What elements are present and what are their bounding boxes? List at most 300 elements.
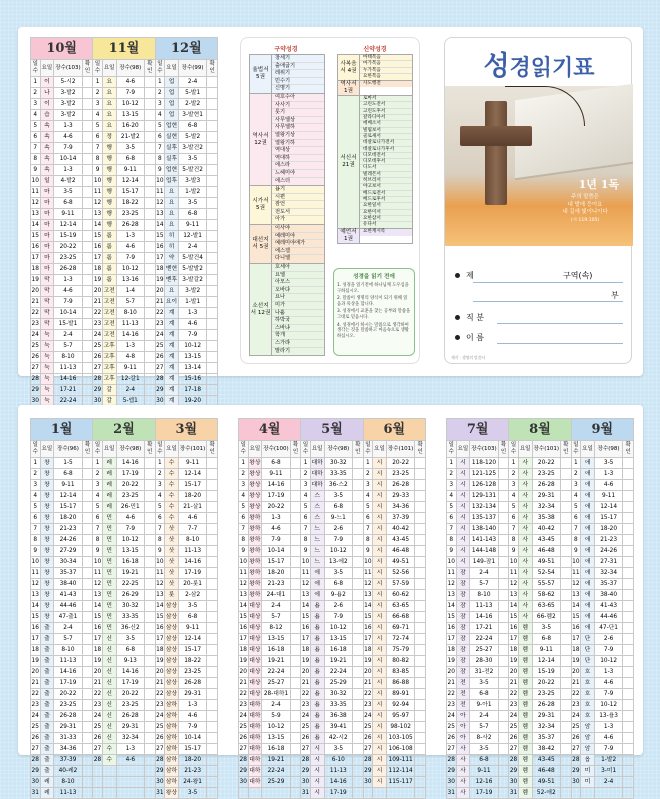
check-cell[interactable] xyxy=(82,590,93,601)
check-cell[interactable] xyxy=(82,176,93,187)
check-cell[interactable] xyxy=(145,363,156,374)
check-cell[interactable] xyxy=(82,656,93,667)
check-cell[interactable] xyxy=(145,590,156,601)
check-cell[interactable] xyxy=(145,132,156,143)
check-cell[interactable] xyxy=(415,645,426,656)
check-cell[interactable] xyxy=(415,700,426,711)
check-cell[interactable] xyxy=(82,667,93,678)
check-cell[interactable] xyxy=(145,502,156,513)
check-cell[interactable] xyxy=(207,469,218,480)
check-cell[interactable] xyxy=(623,491,634,502)
check-cell[interactable] xyxy=(415,502,426,513)
check-cell[interactable] xyxy=(498,722,509,733)
check-cell[interactable] xyxy=(353,557,364,568)
field-district[interactable]: 구역(속) xyxy=(563,271,593,280)
check-cell[interactable] xyxy=(145,275,156,286)
check-cell[interactable] xyxy=(82,121,93,132)
check-cell[interactable] xyxy=(561,458,572,469)
check-cell[interactable] xyxy=(82,546,93,557)
check-cell[interactable] xyxy=(623,590,634,601)
check-cell[interactable] xyxy=(498,568,509,579)
check-cell[interactable] xyxy=(353,645,364,656)
check-cell[interactable] xyxy=(623,568,634,579)
check-cell[interactable] xyxy=(415,634,426,645)
check-cell[interactable] xyxy=(82,689,93,700)
check-cell[interactable] xyxy=(415,623,426,634)
check-cell[interactable] xyxy=(498,513,509,524)
check-cell[interactable] xyxy=(207,788,218,799)
check-cell[interactable] xyxy=(623,480,634,491)
check-cell[interactable] xyxy=(415,579,426,590)
check-cell[interactable] xyxy=(82,154,93,165)
check-cell[interactable] xyxy=(290,645,301,656)
check-cell[interactable] xyxy=(561,645,572,656)
check-cell[interactable] xyxy=(82,744,93,755)
check-cell[interactable] xyxy=(353,502,364,513)
check-cell[interactable] xyxy=(561,777,572,788)
check-cell[interactable] xyxy=(145,634,156,645)
check-cell[interactable] xyxy=(290,667,301,678)
check-cell[interactable] xyxy=(290,722,301,733)
check-cell[interactable] xyxy=(290,733,301,744)
check-cell[interactable] xyxy=(82,242,93,253)
check-cell[interactable] xyxy=(353,755,364,766)
check-cell[interactable] xyxy=(561,766,572,777)
check-cell[interactable] xyxy=(498,667,509,678)
check-cell[interactable] xyxy=(290,700,301,711)
field-name[interactable]: 이 름 xyxy=(455,332,484,343)
check-cell[interactable] xyxy=(82,711,93,722)
check-cell[interactable] xyxy=(82,480,93,491)
check-cell[interactable] xyxy=(82,99,93,110)
check-cell[interactable] xyxy=(498,656,509,667)
check-cell[interactable] xyxy=(145,733,156,744)
check-cell[interactable] xyxy=(561,656,572,667)
check-cell[interactable] xyxy=(145,264,156,275)
check-cell[interactable] xyxy=(561,513,572,524)
check-cell[interactable] xyxy=(207,601,218,612)
check-cell[interactable] xyxy=(498,590,509,601)
check-cell[interactable] xyxy=(623,535,634,546)
check-cell[interactable] xyxy=(415,612,426,623)
check-cell[interactable] xyxy=(623,755,634,766)
check-cell[interactable] xyxy=(207,755,218,766)
check-cell[interactable] xyxy=(623,634,634,645)
check-cell[interactable] xyxy=(623,524,634,535)
check-cell[interactable] xyxy=(207,711,218,722)
check-cell[interactable] xyxy=(353,689,364,700)
check-cell[interactable] xyxy=(82,286,93,297)
check-cell[interactable] xyxy=(498,755,509,766)
check-cell[interactable] xyxy=(207,546,218,557)
check-cell[interactable] xyxy=(290,458,301,469)
check-cell[interactable] xyxy=(623,557,634,568)
check-cell[interactable] xyxy=(82,330,93,341)
check-cell[interactable] xyxy=(207,513,218,524)
check-cell[interactable] xyxy=(145,187,156,198)
check-cell[interactable] xyxy=(498,634,509,645)
check-cell[interactable] xyxy=(415,755,426,766)
check-cell[interactable] xyxy=(498,645,509,656)
field-grade[interactable]: 제 xyxy=(455,270,474,281)
check-cell[interactable] xyxy=(207,667,218,678)
check-cell[interactable] xyxy=(82,363,93,374)
check-cell[interactable] xyxy=(561,722,572,733)
check-cell[interactable] xyxy=(498,678,509,689)
check-cell[interactable] xyxy=(207,678,218,689)
check-cell[interactable] xyxy=(82,645,93,656)
check-cell[interactable] xyxy=(290,755,301,766)
check-cell[interactable] xyxy=(623,667,634,678)
check-cell[interactable] xyxy=(353,546,364,557)
check-cell[interactable] xyxy=(415,766,426,777)
check-cell[interactable] xyxy=(353,524,364,535)
check-cell[interactable] xyxy=(290,590,301,601)
check-cell[interactable] xyxy=(145,579,156,590)
check-cell[interactable] xyxy=(207,231,218,242)
check-cell[interactable] xyxy=(623,777,634,788)
check-cell[interactable] xyxy=(207,385,218,396)
check-cell[interactable] xyxy=(145,99,156,110)
check-cell[interactable] xyxy=(290,634,301,645)
check-cell[interactable] xyxy=(561,502,572,513)
check-cell[interactable] xyxy=(207,88,218,99)
check-cell[interactable] xyxy=(82,143,93,154)
check-cell[interactable] xyxy=(561,755,572,766)
check-cell[interactable] xyxy=(82,165,93,176)
check-cell[interactable] xyxy=(561,733,572,744)
check-cell[interactable] xyxy=(290,469,301,480)
check-cell[interactable] xyxy=(207,132,218,143)
check-cell[interactable] xyxy=(82,374,93,385)
check-cell[interactable] xyxy=(353,667,364,678)
check-cell[interactable] xyxy=(145,557,156,568)
check-cell[interactable] xyxy=(623,513,634,524)
check-cell[interactable] xyxy=(290,678,301,689)
check-cell[interactable] xyxy=(561,711,572,722)
check-cell[interactable] xyxy=(82,297,93,308)
check-cell[interactable] xyxy=(415,656,426,667)
check-cell[interactable] xyxy=(415,524,426,535)
check-cell[interactable] xyxy=(207,722,218,733)
check-cell[interactable] xyxy=(290,579,301,590)
check-cell[interactable] xyxy=(145,469,156,480)
check-cell[interactable] xyxy=(353,700,364,711)
check-cell[interactable] xyxy=(623,656,634,667)
check-cell[interactable] xyxy=(207,491,218,502)
check-cell[interactable] xyxy=(207,612,218,623)
check-cell[interactable] xyxy=(207,568,218,579)
check-cell[interactable] xyxy=(561,557,572,568)
check-cell[interactable] xyxy=(561,524,572,535)
check-cell[interactable] xyxy=(623,689,634,700)
check-cell[interactable] xyxy=(145,491,156,502)
check-cell[interactable] xyxy=(561,689,572,700)
check-cell[interactable] xyxy=(561,788,572,799)
check-cell[interactable] xyxy=(82,634,93,645)
check-cell[interactable] xyxy=(145,143,156,154)
check-cell[interactable] xyxy=(353,656,364,667)
check-cell[interactable] xyxy=(145,374,156,385)
check-cell[interactable] xyxy=(145,286,156,297)
check-cell[interactable] xyxy=(623,645,634,656)
check-cell[interactable] xyxy=(623,601,634,612)
check-cell[interactable] xyxy=(145,678,156,689)
check-cell[interactable] xyxy=(82,231,93,242)
check-cell[interactable] xyxy=(145,198,156,209)
check-cell[interactable] xyxy=(561,546,572,557)
check-cell[interactable] xyxy=(145,209,156,220)
check-cell[interactable] xyxy=(145,667,156,678)
check-cell[interactable] xyxy=(561,469,572,480)
check-cell[interactable] xyxy=(82,209,93,220)
check-cell[interactable] xyxy=(145,524,156,535)
check-cell[interactable] xyxy=(207,766,218,777)
check-cell[interactable] xyxy=(145,77,156,88)
check-cell[interactable] xyxy=(82,469,93,480)
check-cell[interactable] xyxy=(207,634,218,645)
check-cell[interactable] xyxy=(415,513,426,524)
check-cell[interactable] xyxy=(498,744,509,755)
check-cell[interactable] xyxy=(145,458,156,469)
check-cell[interactable] xyxy=(353,623,364,634)
check-cell[interactable] xyxy=(207,154,218,165)
field-department[interactable]: 부 xyxy=(611,291,619,300)
check-cell[interactable] xyxy=(290,568,301,579)
check-cell[interactable] xyxy=(498,700,509,711)
check-cell[interactable] xyxy=(82,535,93,546)
check-cell[interactable] xyxy=(353,777,364,788)
check-cell[interactable] xyxy=(145,480,156,491)
check-cell[interactable] xyxy=(623,623,634,634)
check-cell[interactable] xyxy=(82,77,93,88)
check-cell[interactable] xyxy=(353,458,364,469)
check-cell[interactable] xyxy=(498,623,509,634)
check-cell[interactable] xyxy=(207,187,218,198)
check-cell[interactable] xyxy=(415,491,426,502)
check-cell[interactable] xyxy=(145,645,156,656)
check-cell[interactable] xyxy=(498,557,509,568)
check-cell[interactable] xyxy=(207,502,218,513)
check-cell[interactable] xyxy=(353,612,364,623)
check-cell[interactable] xyxy=(207,308,218,319)
check-cell[interactable] xyxy=(415,667,426,678)
check-cell[interactable] xyxy=(207,286,218,297)
check-cell[interactable] xyxy=(290,546,301,557)
check-cell[interactable] xyxy=(82,275,93,286)
field-position[interactable]: 직 분 xyxy=(455,312,484,323)
check-cell[interactable] xyxy=(290,766,301,777)
check-cell[interactable] xyxy=(207,220,218,231)
check-cell[interactable] xyxy=(290,513,301,524)
check-cell[interactable] xyxy=(207,645,218,656)
check-cell[interactable] xyxy=(353,711,364,722)
check-cell[interactable] xyxy=(415,535,426,546)
check-cell[interactable] xyxy=(623,722,634,733)
check-cell[interactable] xyxy=(82,319,93,330)
check-cell[interactable] xyxy=(145,700,156,711)
check-cell[interactable] xyxy=(561,744,572,755)
check-cell[interactable] xyxy=(353,601,364,612)
check-cell[interactable] xyxy=(353,744,364,755)
check-cell[interactable] xyxy=(82,220,93,231)
check-cell[interactable] xyxy=(207,121,218,132)
check-cell[interactable] xyxy=(82,777,93,788)
check-cell[interactable] xyxy=(82,568,93,579)
check-cell[interactable] xyxy=(145,341,156,352)
check-cell[interactable] xyxy=(415,557,426,568)
check-cell[interactable] xyxy=(415,722,426,733)
check-cell[interactable] xyxy=(207,689,218,700)
check-cell[interactable] xyxy=(207,341,218,352)
check-cell[interactable] xyxy=(561,700,572,711)
check-cell[interactable] xyxy=(207,374,218,385)
check-cell[interactable] xyxy=(82,308,93,319)
check-cell[interactable] xyxy=(82,557,93,568)
check-cell[interactable] xyxy=(353,480,364,491)
check-cell[interactable] xyxy=(145,253,156,264)
check-cell[interactable] xyxy=(207,623,218,634)
check-cell[interactable] xyxy=(82,700,93,711)
check-cell[interactable] xyxy=(207,744,218,755)
check-cell[interactable] xyxy=(82,612,93,623)
check-cell[interactable] xyxy=(145,121,156,132)
check-cell[interactable] xyxy=(145,568,156,579)
check-cell[interactable] xyxy=(561,480,572,491)
check-cell[interactable] xyxy=(561,535,572,546)
check-cell[interactable] xyxy=(290,777,301,788)
check-cell[interactable] xyxy=(145,352,156,363)
check-cell[interactable] xyxy=(353,568,364,579)
check-cell[interactable] xyxy=(82,491,93,502)
check-cell[interactable] xyxy=(207,242,218,253)
check-cell[interactable] xyxy=(561,634,572,645)
check-cell[interactable] xyxy=(82,198,93,209)
check-cell[interactable] xyxy=(207,700,218,711)
check-cell[interactable] xyxy=(290,524,301,535)
check-cell[interactable] xyxy=(353,535,364,546)
check-cell[interactable] xyxy=(82,623,93,634)
check-cell[interactable] xyxy=(207,319,218,330)
check-cell[interactable] xyxy=(82,88,93,99)
check-cell[interactable] xyxy=(498,689,509,700)
check-cell[interactable] xyxy=(623,502,634,513)
check-cell[interactable] xyxy=(82,755,93,766)
check-cell[interactable] xyxy=(207,143,218,154)
check-cell[interactable] xyxy=(82,110,93,121)
check-cell[interactable] xyxy=(145,711,156,722)
check-cell[interactable] xyxy=(207,110,218,121)
check-cell[interactable] xyxy=(353,590,364,601)
check-cell[interactable] xyxy=(145,612,156,623)
check-cell[interactable] xyxy=(82,733,93,744)
check-cell[interactable] xyxy=(623,678,634,689)
check-cell[interactable] xyxy=(145,535,156,546)
check-cell[interactable] xyxy=(498,766,509,777)
check-cell[interactable] xyxy=(145,242,156,253)
check-cell[interactable] xyxy=(207,524,218,535)
check-cell[interactable] xyxy=(415,458,426,469)
check-cell[interactable] xyxy=(145,176,156,187)
check-cell[interactable] xyxy=(82,253,93,264)
check-cell[interactable] xyxy=(82,579,93,590)
check-cell[interactable] xyxy=(207,209,218,220)
check-cell[interactable] xyxy=(290,656,301,667)
check-cell[interactable] xyxy=(207,363,218,374)
check-cell[interactable] xyxy=(290,502,301,513)
check-cell[interactable] xyxy=(561,568,572,579)
check-cell[interactable] xyxy=(353,766,364,777)
check-cell[interactable] xyxy=(415,733,426,744)
check-cell[interactable] xyxy=(623,579,634,590)
check-cell[interactable] xyxy=(207,330,218,341)
check-cell[interactable] xyxy=(498,535,509,546)
check-cell[interactable] xyxy=(353,722,364,733)
check-cell[interactable] xyxy=(498,458,509,469)
check-cell[interactable] xyxy=(498,733,509,744)
check-cell[interactable] xyxy=(561,678,572,689)
check-cell[interactable] xyxy=(145,154,156,165)
check-cell[interactable] xyxy=(561,667,572,678)
check-cell[interactable] xyxy=(353,788,364,799)
check-cell[interactable] xyxy=(207,535,218,546)
check-cell[interactable] xyxy=(82,187,93,198)
check-cell[interactable] xyxy=(82,341,93,352)
check-cell[interactable] xyxy=(415,590,426,601)
check-cell[interactable] xyxy=(561,579,572,590)
check-cell[interactable] xyxy=(561,601,572,612)
check-cell[interactable] xyxy=(207,99,218,110)
check-cell[interactable] xyxy=(415,546,426,557)
check-cell[interactable] xyxy=(290,535,301,546)
check-cell[interactable] xyxy=(82,264,93,275)
check-cell[interactable] xyxy=(82,385,93,396)
check-cell[interactable] xyxy=(415,777,426,788)
check-cell[interactable] xyxy=(623,766,634,777)
check-cell[interactable] xyxy=(207,198,218,209)
check-cell[interactable] xyxy=(207,480,218,491)
check-cell[interactable] xyxy=(82,678,93,689)
check-cell[interactable] xyxy=(290,689,301,700)
check-cell[interactable] xyxy=(353,678,364,689)
check-cell[interactable] xyxy=(623,711,634,722)
check-cell[interactable] xyxy=(82,132,93,143)
check-cell[interactable] xyxy=(415,469,426,480)
check-cell[interactable] xyxy=(290,557,301,568)
check-cell[interactable] xyxy=(145,110,156,121)
check-cell[interactable] xyxy=(498,777,509,788)
check-cell[interactable] xyxy=(353,733,364,744)
check-cell[interactable] xyxy=(145,623,156,634)
check-cell[interactable] xyxy=(290,623,301,634)
check-cell[interactable] xyxy=(207,579,218,590)
check-cell[interactable] xyxy=(82,458,93,469)
check-cell[interactable] xyxy=(498,579,509,590)
check-cell[interactable] xyxy=(145,755,156,766)
check-cell[interactable] xyxy=(207,275,218,286)
check-cell[interactable] xyxy=(145,689,156,700)
check-cell[interactable] xyxy=(415,480,426,491)
check-cell[interactable] xyxy=(561,612,572,623)
check-cell[interactable] xyxy=(82,766,93,777)
check-cell[interactable] xyxy=(415,711,426,722)
check-cell[interactable] xyxy=(290,612,301,623)
check-cell[interactable] xyxy=(145,546,156,557)
check-cell[interactable] xyxy=(415,601,426,612)
check-cell[interactable] xyxy=(82,788,93,799)
check-cell[interactable] xyxy=(82,524,93,535)
check-cell[interactable] xyxy=(207,297,218,308)
